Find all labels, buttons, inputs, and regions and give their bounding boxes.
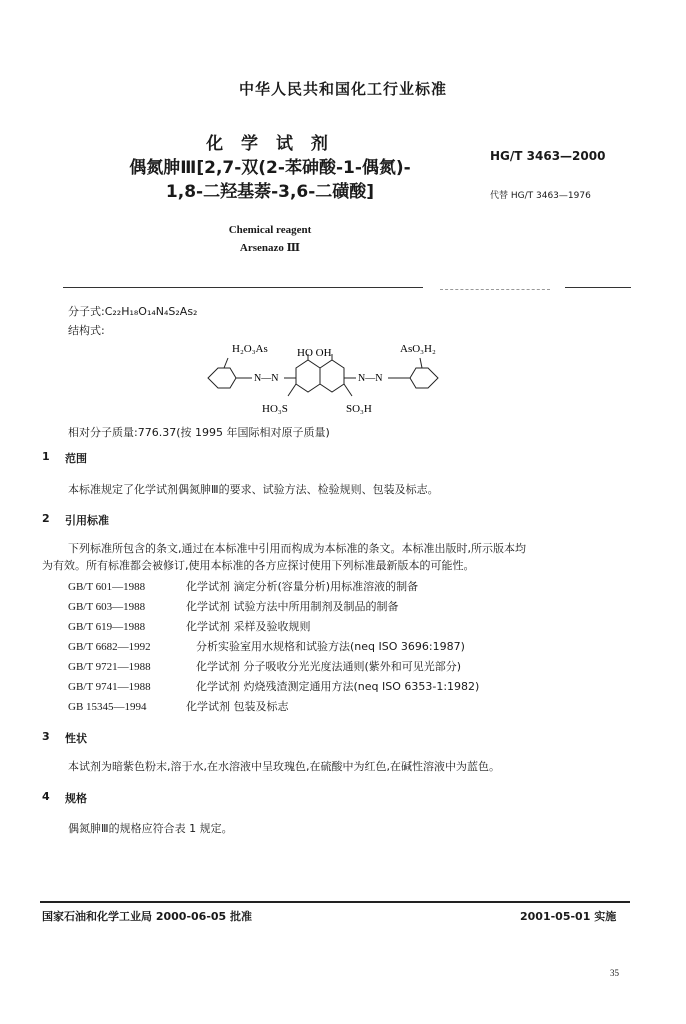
implementation-date: 2001-05-01 实施 [520,910,617,923]
left-arsonic-group: H₂O₃As [232,343,268,355]
reference-title: 化学试剂 灼烧残渣测定通用方法(neq ISO 6353-1:1982) [196,680,480,693]
divider-top [63,287,423,288]
reference-item [68,658,461,674]
title-line-3: 1,8-二羟基萘-3,6-二磺酸] [165,182,375,202]
org-title: 中华人民共和国化工行业标准 [238,80,447,98]
standard-number: HG/T 3463—2000 [490,149,606,163]
footer-divider [40,901,630,903]
scope-paragraph: 本标准规定了化学试剂偶氮胂Ⅲ的要求、试验方法、检验规则、包装及标志。 [68,483,439,496]
reference-item [68,678,479,694]
right-azo-group: N—N [358,373,383,384]
replaces-standard: 代替 HG/T 3463—1976 [490,191,591,201]
section-title: 性状 [65,732,87,745]
page-number: 35 [610,968,619,978]
reference-item [68,698,289,714]
english-title-line-1: Chemical reagent [228,224,312,236]
right-sulfo-group: SO₃H [346,403,372,415]
reference-item [68,598,399,614]
reference-item [68,618,311,634]
divider-top-right [565,287,631,288]
refs-intro-line-2: 为有效。所有标准都会被修订,使用本标准的各方应探讨使用下列标准最新版本的可能性。 [42,559,475,572]
reference-title: 化学试剂 分子吸收分光光度法通则(紫外和可见光部分) [196,660,462,673]
section-title: 引用标准 [65,514,109,527]
properties-paragraph: 本试剂为暗紫色粉末,溶于水,在水溶液中呈玫瑰色,在硫酸中为红色,在碱性溶液中为蓝色。 [68,760,500,773]
reference-item [68,578,418,594]
reference-title: 分析实验室用水规格和试验方法(neq ISO 3696:1987) [196,640,465,653]
refs-intro-line-1: 下列标准所包含的条文,通过在本标准中引用而构成为本标准的条文。本标准出版时,所示版本均 [68,542,526,555]
reference-title: 化学试剂 采样及验收规则 [186,620,311,633]
hydroxyl-groups: HO OH [297,347,332,359]
naphthalene-ring-right [320,360,344,392]
reference-code: GB/T 603—1988 [68,601,146,613]
section-title: 范围 [65,452,87,465]
section-number: 2 [42,512,50,525]
reference-code: GB/T 6682—1992 [68,641,151,653]
reference-code: GB/T 9741—1988 [68,681,151,693]
reference-title: 化学试剂 包装及标志 [186,700,289,713]
reference-code: GB/T 619—1988 [68,621,146,633]
right-arsonic-group: AsO₃H₂ [400,343,436,355]
section-title: 规格 [65,792,87,805]
divider-dashed [440,289,550,290]
english-title-line-2: Arsenazo Ⅲ [239,242,301,254]
spec-paragraph: 偶氮胂Ⅲ的规格应符合表 1 规定。 [68,822,233,835]
right-benzene-ring [410,368,438,388]
title-line-1: 化 学 试 剂 [206,134,334,154]
molecular-formula: 分子式:C₂₂H₁₈O₁₄N₄S₂As₂ [68,305,198,318]
reference-title: 化学试剂 试验方法中所用制剂及制品的制备 [186,600,399,613]
naphthalene-ring-left [296,360,320,392]
reference-code: GB/T 9721—1988 [68,661,151,673]
section-number: 3 [42,730,50,743]
left-azo-group: N—N [254,373,279,384]
section-number: 4 [42,790,50,803]
approval-line: 国家石油和化学工业局 2000-06-05 批准 [42,910,253,923]
section-number: 1 [42,450,50,463]
reference-code: GB/T 601—1988 [68,581,146,593]
structure-label: 结构式: [68,324,105,337]
reference-item [68,638,465,654]
title-line-2: 偶氮胂Ⅲ[2,7-双(2-苯砷酸-1-偶氮)- [129,158,411,178]
reference-code: GB 15345—1994 [68,701,147,713]
structural-formula [196,338,456,418]
left-sulfo-group: HO₃S [262,403,288,415]
molecular-weight: 相对分子质量:776.37(按 1995 年国际相对原子质量) [68,426,330,439]
left-benzene-ring [208,368,236,388]
reference-title: 化学试剂 滴定分析(容量分析)用标准溶液的制备 [186,580,419,593]
